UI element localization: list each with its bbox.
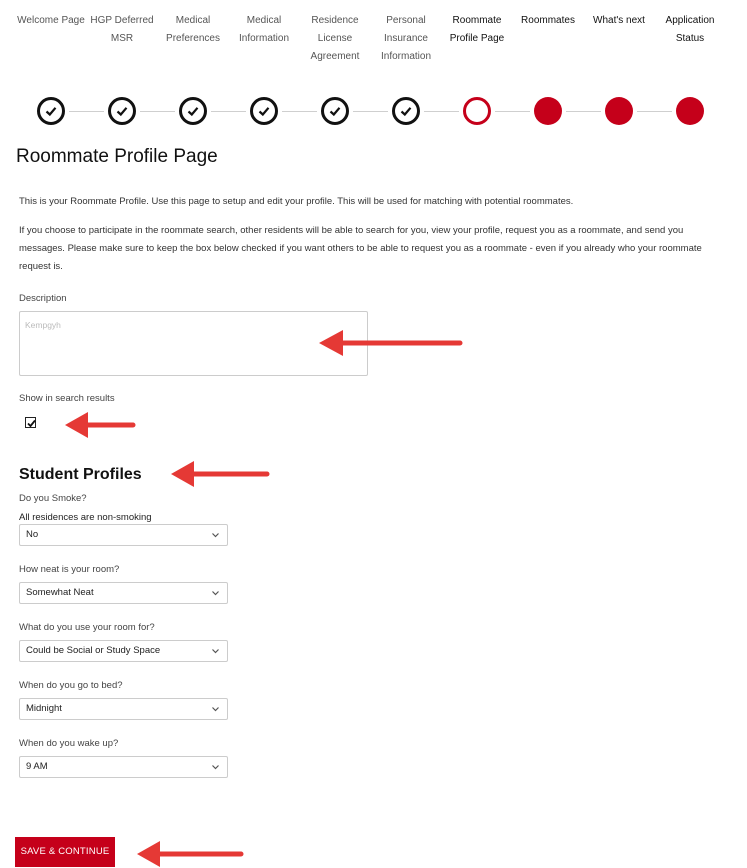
wake-select[interactable]: [19, 756, 228, 778]
wake-select-value: 9 AM: [26, 761, 48, 772]
annotation-arrow-icon: [315, 326, 465, 358]
step-connector: [353, 111, 388, 112]
student-profiles-title: Student Profiles: [19, 466, 142, 483]
smoke-label: Do you Smoke?: [19, 493, 87, 504]
neat-select-value: Somewhat Neat: [26, 587, 94, 598]
wake-label: When do you wake up?: [19, 738, 119, 749]
room-use-select-value: Could be Social or Study Space: [26, 645, 161, 656]
check-icon: [26, 418, 37, 429]
neat-select[interactable]: [19, 582, 228, 604]
step-connector: [140, 111, 175, 112]
annotation-arrow-icon: [62, 408, 138, 440]
step-label: Welcome Page: [17, 15, 85, 26]
description-label: Description: [19, 293, 67, 304]
step-indicator-done[interactable]: [108, 97, 136, 125]
bedtime-label: When do you go to bed?: [19, 680, 123, 691]
step-connector: [424, 111, 459, 112]
chevron-down-icon: [211, 587, 220, 599]
step-indicator-upcoming[interactable]: [605, 97, 633, 125]
neat-label: How neat is your room?: [19, 564, 120, 575]
step-label: Roommate Profile Page: [449, 15, 505, 44]
step-connector: [282, 111, 317, 112]
step-indicator-done[interactable]: [37, 97, 65, 125]
check-icon: [114, 103, 130, 119]
progress-steps: [0, 0, 747, 130]
step-label: Personal Insurance Information: [380, 15, 432, 62]
bedtime-select[interactable]: [19, 698, 228, 720]
info-text: If you choose to participate in the roommate search, other residents will be able to search for you, view your profile, request you as a roommate, and send you messages. Please make sure to keep the box below checked if you want others to be able to request you as a roommate - even if you already who your roommate request is.: [19, 225, 702, 272]
chevron-down-icon: [211, 761, 220, 773]
step-label: HGP Deferred MSR: [90, 15, 154, 44]
step-indicator-done[interactable]: [250, 97, 278, 125]
step-indicator-done[interactable]: [321, 97, 349, 125]
step-indicator-done[interactable]: [179, 97, 207, 125]
step-label: Residence License Agreement: [310, 15, 360, 62]
smoke-note: All residences are non-smoking: [19, 512, 152, 523]
page-title: Roommate Profile Page: [16, 146, 218, 167]
step-indicator-upcoming[interactable]: [534, 97, 562, 125]
smoke-select[interactable]: [19, 524, 228, 546]
step-label: Medical Information: [238, 15, 290, 44]
step-indicator-upcoming[interactable]: [676, 97, 704, 125]
annotation-arrow-icon: [168, 458, 272, 490]
check-icon: [398, 103, 414, 119]
save-continue-button[interactable]: SAVE & CONTINUE: [15, 837, 115, 867]
step-connector: [495, 111, 530, 112]
show-in-search-checkbox[interactable]: [25, 417, 36, 428]
step-label: Medical Preferences: [166, 15, 220, 44]
check-icon: [256, 103, 272, 119]
smoke-select-value: No: [26, 529, 39, 540]
step-connector: [69, 111, 104, 112]
chevron-down-icon: [211, 529, 220, 541]
step-connector: [566, 111, 601, 112]
step-label: Roommates: [521, 15, 575, 26]
chevron-down-icon: [211, 703, 220, 715]
step-label: Application Status: [665, 15, 715, 44]
step-indicator-current[interactable]: [463, 97, 491, 125]
check-icon: [327, 103, 343, 119]
intro-text: This is your Roommate Profile. Use this page to setup and edit your profile. This will be used for matching with potential roommates.: [19, 196, 574, 207]
show-in-search-label: Show in search results: [19, 393, 115, 404]
step-label: What's next: [593, 15, 645, 26]
step-connector: [637, 111, 672, 112]
step-connector: [211, 111, 246, 112]
step-indicator-done[interactable]: [392, 97, 420, 125]
chevron-down-icon: [211, 645, 220, 657]
room-use-label: What do you use your room for?: [19, 622, 155, 633]
annotation-arrow-icon: [134, 838, 246, 868]
bedtime-select-value: Midnight: [26, 703, 62, 714]
check-icon: [185, 103, 201, 119]
room-use-select[interactable]: [19, 640, 228, 662]
check-icon: [43, 103, 59, 119]
